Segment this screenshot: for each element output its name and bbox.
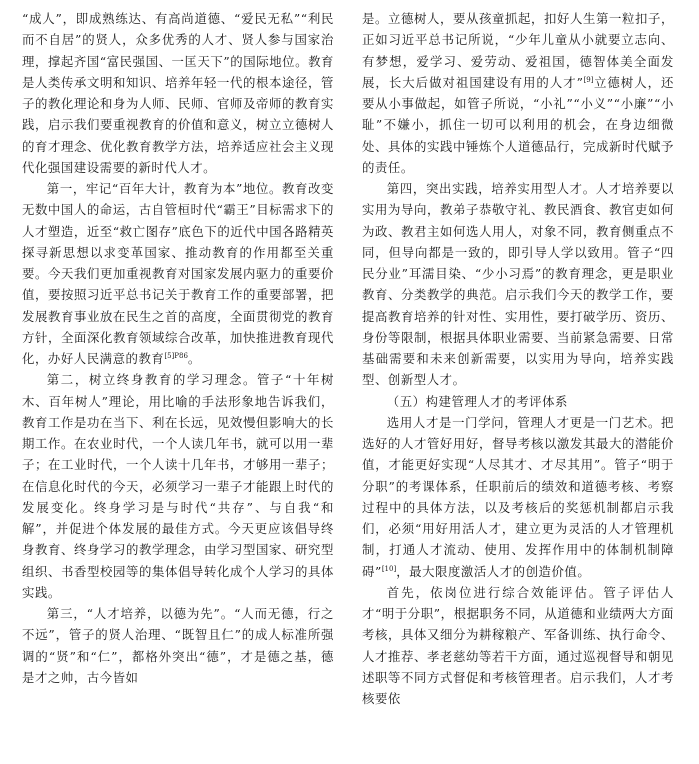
paragraph-point-one: 第一，牢记“百年大计，教育为本”地位。教育改变无数中国人的命运，古自管桓时代“霸王”目标需求下的人才塑造，近至“救亡图存”底色下的近代中国各路精英探寻新思想以求变革国家、推动教育的作用都至关重要。今天我们更加重视教育对国家发展内驱力的重要价值，要按照习近平总书记关于教育工作的重要部署，把发展教育事业放在民生之首的高度，全面贯彻党的教育方针，全面深化教育领域综合改革，加快推进教育现代化，办好人民满意的教育$^{[5]P86}$。 bbox=[22, 181, 334, 366]
paragraph-point-two: 第二，树立终身教育的学习理念。管子“十年树木、百年树人”理论，用比喻的手法形象地告诉我们，教育工作是功在当下、利在长远，见效慢但影响大的长期工作。在农业时代，一个人读几年书，就可以用一辈子；在工业时代，一个人读十几年书，才够用一辈子；在信息化时代的今天，必须学习一辈子才能跟上时代的发展变化。终身学习是与时代“共存”、与自我“和解”，并促进个体发展的最佳方式。今天更应该倡导终身教育、终身学习的教学理念，由学习型国家、研究型组织、书香型校园等的集体倡导转化成个人学习的具体实践。 bbox=[22, 372, 334, 600]
paragraph-intro-continued: “成人”，即成熟练达、有高尚道德、“爱民无私”“利民而不自居”的贤人，众多优秀的人才、贤人参与国家治理，撑起齐国“富民强国、一匡天下”的国际地位。教育是人类传承文明和知识、培养年轻一代的根本途径，管子的教化理论和身为人师、民师、官师及帝师的教育实践，启示我们要重视教育的价值和意义，树立立德树人的育才理念、优化教育教学方法，培养适应社会主义现代化强国建设需要的新时代人才。 bbox=[22, 11, 334, 175]
left-column bbox=[22, 8, 334, 760]
paragraph-section-five-first: 首先，依岗位进行综合效能评估。管子评估人才“明于分职”，根据职务不同，从道德和业绩两大方面考核，具体又细分为耕稼粮产、军备训练、执行命令、人才推荐、孝老慈幼等若干方面，通过巡视督导和朝见述职等不同方式督促和考核管理者。启示我们，人才考核要依 bbox=[362, 584, 674, 706]
paragraph-section-five-intro: 选用人才是一门学问，管理人才更是一门艺术。把选好的人才管好用好，督导考核以激发其最大的潜能价值，才能更好实现“人尽其才、才尽其用”。管子“明于分职”的考课体系，任职前后的绩效和道德考核、考察过程中的具体方法，以及考核后的奖惩机制都启示我们，必须“用好用活人才，建立更为灵活的人才管理机制，打通人才流动、使用、发挥作用中的体制机制障碍”[10]，最大限度激活人才的创造价值。 bbox=[362, 414, 674, 579]
section-heading: （五）构建管理人才的考评体系 bbox=[386, 393, 568, 409]
right-column bbox=[362, 8, 674, 760]
citation-mark: [10] bbox=[381, 564, 397, 573]
citation-mark: [5]P86 bbox=[164, 351, 188, 360]
paragraph-point-four: 第四，突出实践，培养实用型人才。人才培养要以实用为导向，教弟子恭敬守礼、教民酒食、教官吏如何为政、教君主如何选人用人，对象不同，教育侧重点不同，但导向都是一致的，即引导人学以致用。管子“四民分业”耳濡目染、“少小习焉”的教育理念，更是职业教育、分类教学的典范。启示我们今天的教学工作，要提高教育培养的针对性、实用性，要打破学历、资历、身份等限制，根据具体职业需要、当前紧急需要、日常基础需要和未来创新需要，以实用为导向，培养实践型、创新型人才。 bbox=[362, 181, 674, 388]
paragraph-point-three: 第三，“人才培养，以德为先”。“人而无德，行之不远”，管子的贤人治理、“既智且仁”的成人标准所强调的“贤”和“仁”，都格外突出“德”，才是德之基，德是才之帅，古今皆如 bbox=[22, 606, 334, 685]
paragraph-point-three-continued: 是。立德树人，要从孩童抓起，扣好人生第一粒扣子，正如习近平总书记所说，“少年儿童从小就要立志向、有梦想，爱学习、爱劳动、爱祖国，德智体美全面发展，长大后做对祖国建设有用的人才”[9]立德树人，还要从小事做起，如管子所说，“小礼”“小义”“小廉”“小耻”不嫌小，抓住一切可以利用的机会，在身边细微处、具体的实践中锤炼个人道德品行，完成新时代赋予的责任。 bbox=[362, 11, 674, 175]
citation-mark: [9] bbox=[583, 75, 594, 84]
